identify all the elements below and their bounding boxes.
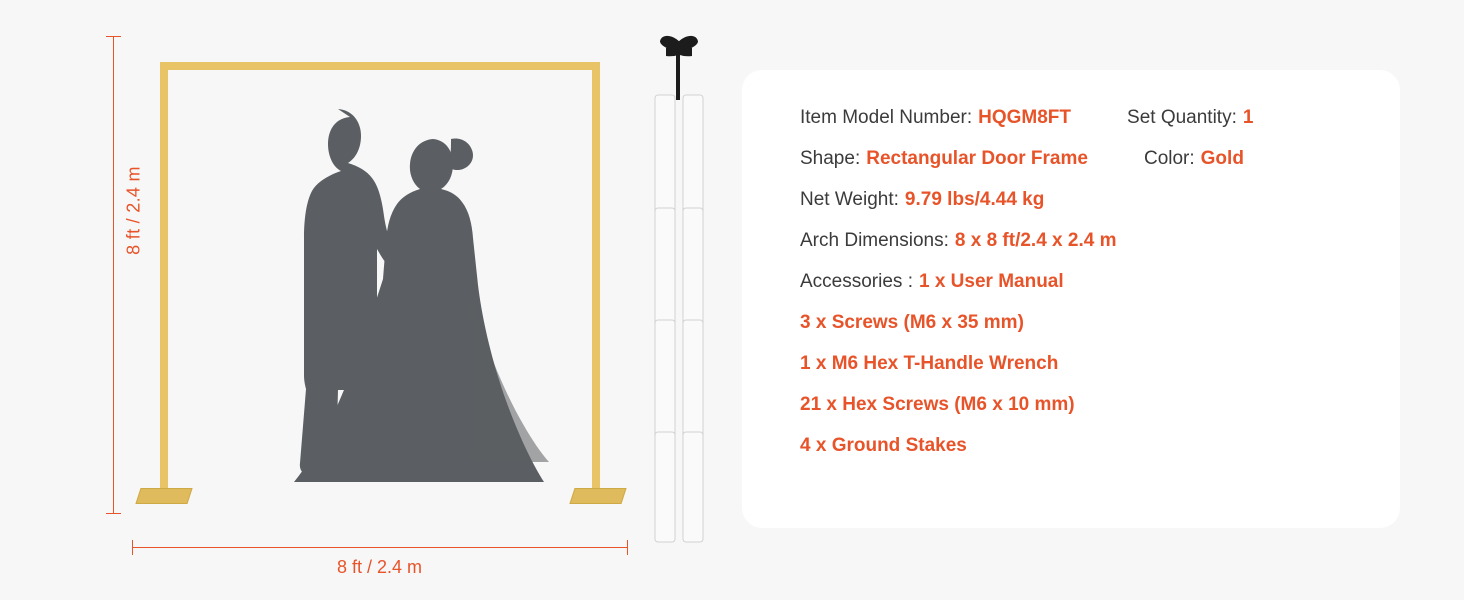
height-dimension-line [113, 36, 114, 513]
spec-row-model [800, 104, 1380, 132]
accessory-item-hex-screws: 21 x Hex Screws (M6 x 10 mm) [800, 394, 1075, 415]
arch-base-left [135, 488, 192, 504]
spec-label-arch-dimensions: Arch Dimensions: [800, 230, 949, 251]
couple-silhouette-icon [255, 95, 585, 510]
width-dimension-cap-right [627, 540, 628, 555]
spec-value-accessories: 1 x User Manual [918, 271, 1064, 292]
height-dimension-cap-bottom [106, 513, 121, 514]
height-dimension-label: 8 ft / 2.4 m [123, 166, 144, 255]
tube-parts-icon [650, 20, 730, 550]
arch-frame-top-bar [160, 62, 600, 70]
arch-frame-left-post [160, 62, 168, 490]
spec-label-shape: Shape: [800, 148, 861, 169]
width-dimension-cap-left [132, 540, 133, 555]
specification-list [800, 104, 1380, 473]
spec-value-shape: Rectangular Door Frame [866, 148, 1088, 169]
spec-label-accessories: Accessories : [800, 271, 913, 292]
spec-row-color [1144, 145, 1244, 173]
accessory-item-ground-stakes: 4 x Ground Stakes [800, 435, 967, 456]
spec-value-set-quantity: 1 [1242, 107, 1254, 128]
arch-frame-right-post [592, 62, 600, 490]
specification-card [742, 70, 1400, 528]
spec-row-arch-dimensions [800, 227, 1380, 255]
spec-label-model: Item Model Number: [800, 107, 973, 128]
spec-value-arch-dimensions: 8 x 8 ft/2.4 x 2.4 m [954, 230, 1117, 251]
spec-label-color: Color: [1143, 148, 1195, 169]
height-dimension-cap-top [106, 36, 121, 37]
spec-row-accessories [800, 268, 1380, 296]
frame-parts-group [650, 20, 730, 550]
spec-value-model: HQGM8FT [978, 107, 1072, 128]
spec-row-shape [800, 145, 1380, 173]
spec-label-set-quantity: Set Quantity: [1127, 107, 1237, 128]
spec-label-net-weight: Net Weight: [800, 189, 899, 210]
spec-value-net-weight: 9.79 lbs/4.44 kg [904, 189, 1045, 210]
width-dimension-line [132, 547, 627, 548]
spec-row-set-quantity [1127, 104, 1253, 132]
accessory-item-screws: 3 x Screws (M6 x 35 mm) [800, 312, 1024, 333]
spec-value-color: Gold [1200, 148, 1244, 169]
width-dimension-label: 8 ft / 2.4 m [132, 555, 627, 578]
spec-row-net-weight [800, 186, 1380, 214]
accessory-item-wrench: 1 x M6 Hex T-Handle Wrench [800, 353, 1059, 374]
